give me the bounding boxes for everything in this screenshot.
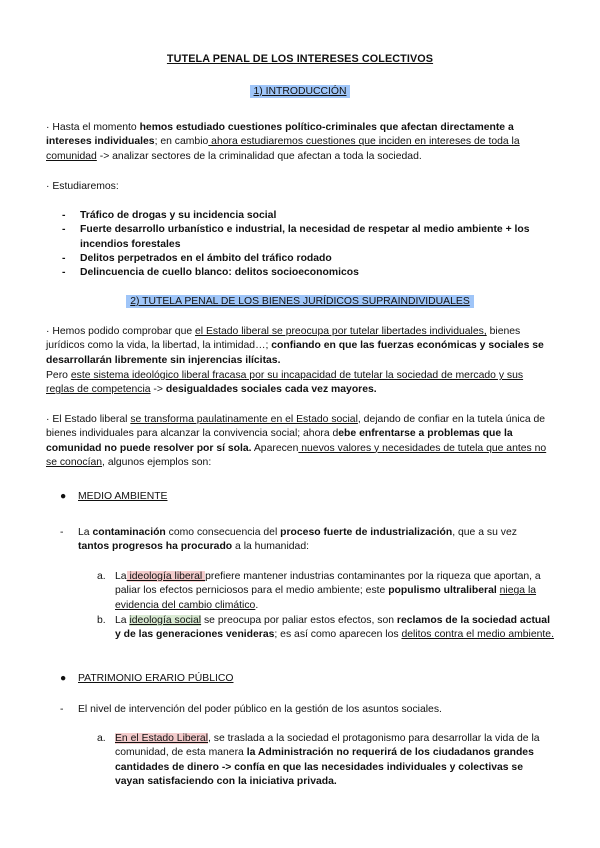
text-run: Pero [46, 370, 71, 381]
text-run: bienes jurídicos como la vida, la libertad, la intimidad…; [46, 326, 521, 352]
bold-run: tantos progresos ha procurado [78, 541, 233, 553]
text-run: ; en cambio [154, 136, 209, 148]
text-run: como consecuencia del [165, 527, 281, 538]
text-run: · Hasta el momento [46, 122, 140, 133]
bold-run: desigualdades sociales cada vez mayores. [165, 384, 377, 396]
subitem-marker: a. [97, 571, 106, 582]
text-run: . [255, 599, 259, 611]
text-run: prefiere mantener industrias contaminantes por la riqueza que aportan, a paliar los efectos perniciosos para el medio ambiente; este [115, 571, 541, 597]
underlined-run: niega la evidencia del cambio climático [115, 585, 537, 611]
list-item: - Fuerte desarrollo urbanístico e industrial, la necesidad de respetar al medio ambiente + los incendios forestales [46, 223, 546, 252]
underlined-run: se transforma paulatinamente en el Estado social [130, 414, 358, 425]
text-run: -> [150, 384, 166, 396]
subitem-text [115, 614, 555, 643]
text-run: Aparecen [251, 442, 299, 454]
list-item: - Delincuencia de cuello blanco: delitos socioeconomicos [46, 266, 546, 280]
bullet-icon: ● [60, 491, 67, 502]
text-run: se preocupa por paliar estos efectos, son [201, 615, 397, 626]
text-run: · El Estado liberal [46, 414, 131, 425]
bold-run: reclamos de la sociedad actual y de las generaciones venideras [115, 615, 550, 641]
bold-run: confiando en que las fuerzas económicas y sociales se desarrollarán libremente sin injerencias ilícitas. [46, 340, 544, 366]
text-run: La [78, 527, 93, 538]
highlighted-run: ideología social [129, 615, 202, 626]
section-heading-label: 2) TUTELA PENAL DE LOS BIENES JURÍDICOS SUPRAINDIVIDUALES [126, 295, 474, 308]
text-run: · Hemos podido comprobar que [46, 326, 196, 337]
text-run: a la humanidad: [232, 541, 309, 553]
bullet-label: MEDIO AMBIENTE [78, 491, 168, 502]
text-run: ; es así como aparecen los [274, 629, 402, 641]
bold-run: populismo ultraliberal [388, 585, 497, 597]
text-run: -> analizar sectores de la criminalidad que afectan a toda la sociedad. [96, 150, 422, 162]
subitem-marker: a. [97, 733, 106, 744]
text-run: , que a su vez [452, 527, 517, 538]
bullet-label: PATRIMONIO ERARIO PÚBLICO [78, 673, 234, 684]
text-run: , se traslada a la sociedad el protagonismo para desarrollar la vida de la comunidad, de esta manera [115, 733, 540, 759]
underlined-run: el Estado liberal se preocupa por tutelar libertades individuales, [195, 326, 487, 337]
subitem-text [115, 732, 555, 789]
paragraph-estudiaremos: · Estudiaremos: [46, 181, 119, 192]
dash-icon: - [60, 527, 64, 538]
subitem-text [115, 570, 555, 613]
bold-run: contaminación [92, 527, 166, 538]
list-item: - Tráfico de drogas y su incidencia social [46, 209, 546, 223]
underlined-run: nuevos valores y necesidades de tutela que antes no se conocían [46, 442, 547, 468]
underlined-run: este sistema ideológico liberal fracasa por su incapacidad de tutelar la sociedad de mercado y sus reglas de competencia [46, 370, 524, 396]
highlighted-run: ideología liberal [126, 571, 206, 582]
bold-run: la Administración no requerirá de los ciudadanos grandes cantidades de dinero -> confía en que las necesidades individuales y colectivas se vayan satisfaciendo con la iniciativa privada. [115, 747, 534, 787]
section-heading-tutela-penal [0, 295, 600, 309]
text-run: , algunos ejemplos son: [102, 456, 212, 468]
text-run: La [115, 615, 130, 626]
subitem-marker: b. [97, 615, 106, 626]
list-item: - Delitos perpetrados en el ámbito del tráfico rodado [46, 252, 546, 266]
dash-item-text: El nivel de intervención del poder público en la gestión de los asuntos sociales. [78, 704, 442, 715]
paragraph-estado-liberal [46, 413, 552, 470]
dash-icon: - [60, 704, 64, 715]
bold-run: ebe enfrentarse a problemas que la comunidad no puede resolver por sí sola. [46, 428, 513, 454]
paragraph-hemos-podido [46, 325, 552, 368]
section-heading-label: 1) INTRODUCCIÓN [250, 85, 351, 98]
highlighted-run: En el Estado Liberal [115, 733, 208, 744]
paragraph-pero [46, 369, 552, 398]
underlined-run: ahora estudiaremos cuestiones que inciden en intereses de toda la comunidad [46, 136, 520, 162]
topics-list [46, 209, 546, 280]
paragraph-hasta-el-momento [46, 121, 552, 164]
bold-run: hemos estudiado cuestiones político-criminales que afectan directamente a intereses individuales [46, 122, 514, 148]
text-run: , dejando de confiar en la tutela única de bienes individuales para alcanzar la convivencia social; ahora d [46, 414, 546, 440]
bold-run: proceso fuerte de industrialización [280, 527, 453, 538]
text-run: La [115, 571, 127, 582]
bullet-icon: ● [60, 673, 67, 684]
section-heading-introduccion [0, 85, 600, 99]
document-title: TUTELA PENAL DE LOS INTERESES COLECTIVOS [166, 53, 434, 65]
dash-item-text [78, 526, 550, 555]
underlined-run: delitos contra el medio ambiente. [401, 629, 554, 641]
